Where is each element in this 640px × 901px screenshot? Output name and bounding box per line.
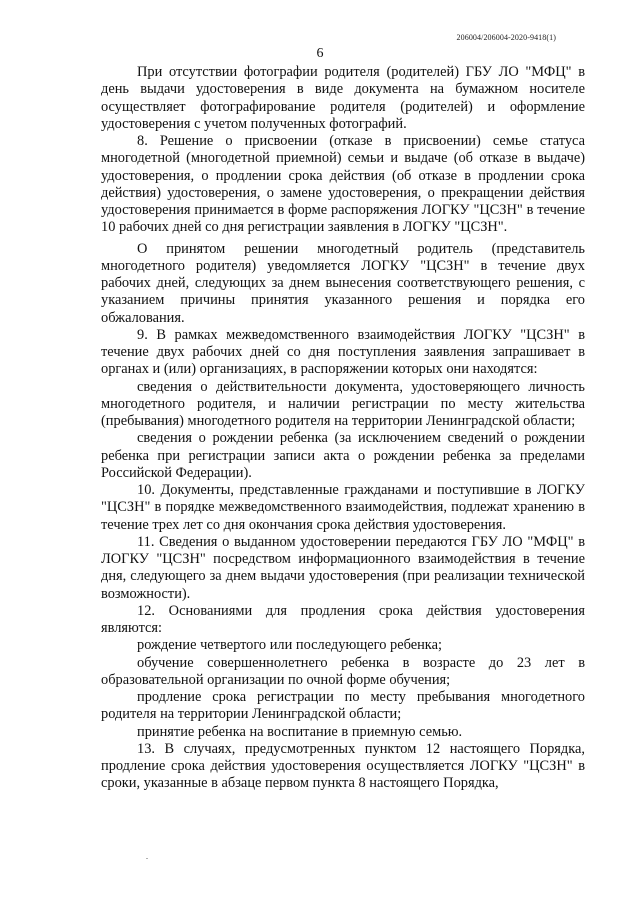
- paragraph-photo: При отсутствии фотографии родителя (родителей) ГБУ ЛО "МФЦ" в день выдачи удостоверения в виде документа на бумажном носителе осуществляет фотографирование родителя (родителей) и оформление удостоверения с учетом полученных фотографий.: [101, 64, 585, 132]
- paragraph-9: 9. В рамках межведомственного взаимодействия ЛОГКУ "ЦСЗН" в течение двух рабочих дней со дня поступления заявления запрашивает в органах и (или) организациях, в распоряжении которых они находятся:: [101, 326, 585, 378]
- paragraph-12-item-2: обучение совершеннолетнего ребенка в возрасте до 23 лет в образовательной организации по очной форме обучения;: [101, 654, 585, 688]
- paragraph-12-item-1: рождение четвертого или последующего ребенка;: [137, 637, 442, 654]
- paragraph-8-notification: О принятом решении многодетный родитель (представитель многодетного родителя) уведомляется ЛОГКУ "ЦСЗН" в течение двух рабочих дней, следующих за днем вынесения соответствующего решения, с указанием причины принятия указанного решения и порядка его обжалования.: [101, 240, 585, 326]
- paragraph-9-birth: сведения о рождении ребенка (за исключением сведений о рождении ребенка при регистрации записи акта о рождении ребенка за пределами Российской Федерации).: [101, 430, 585, 481]
- paragraph-12-item-3: продление срока регистрации по месту пребывания многодетного родителя на территории Ленинградской области;: [101, 689, 585, 723]
- paragraph-13: 13. В случаях, предусмотренных пунктом 12 настоящего Порядка, продление срока действия удостоверения осуществляется ЛОГКУ "ЦСЗН" в сроки, указанные в абзаце первом пункта 8 настоящего Порядка,: [101, 740, 585, 792]
- paragraph-12-item-4: принятие ребенка на воспитание в приемную семью.: [137, 723, 463, 740]
- paragraph-9-identity: сведения о действительности документа, удостоверяющего личность многодетного родителя, и наличии регистрации по месту жительства (пребывания) многодетного родителя на территории Ленинградской области;: [101, 378, 585, 429]
- page-number: 6: [316, 46, 324, 61]
- paragraph-11: 11. Сведения о выданном удостоверении передаются ГБУ ЛО "МФЦ" в ЛОГКУ "ЦСЗН" посредством информационного взаимодействия в течение дня, следующего за днем выдачи удостоверения (при реализации технической возможности).: [101, 533, 585, 602]
- document-id: 206004/206004-2020-9418(1): [456, 33, 556, 42]
- paragraph-10: 10. Документы, представленные гражданами и поступившие в ЛОГКУ "ЦСЗН" в порядке межведомственного взаимодействия, подлежат хранению в течение трех лет со дня окончания срока действия удостоверения.: [101, 482, 585, 533]
- paragraph-8: 8. Решение о присвоении (отказе в присвоении) семье статуса многодетной (многодетной приемной) семьи и выдаче (об отказе в выдаче) удостоверения, о продлении срока действия (об отказе в продлении срока действия) удостоверения, о замене удостоверения, о прекращении действия удостоверения принимается в форме распоряжения ЛОГКУ "ЦСЗН" в течение 10 рабочих дней со дня регистрации заявления в ЛОГКУ "ЦСЗН".: [101, 133, 585, 236]
- document-body: [101, 64, 585, 793]
- scan-artifact: [146, 858, 148, 859]
- paragraph-12: 12. Основаниями для продления срока действия удостоверения являются:: [101, 602, 585, 636]
